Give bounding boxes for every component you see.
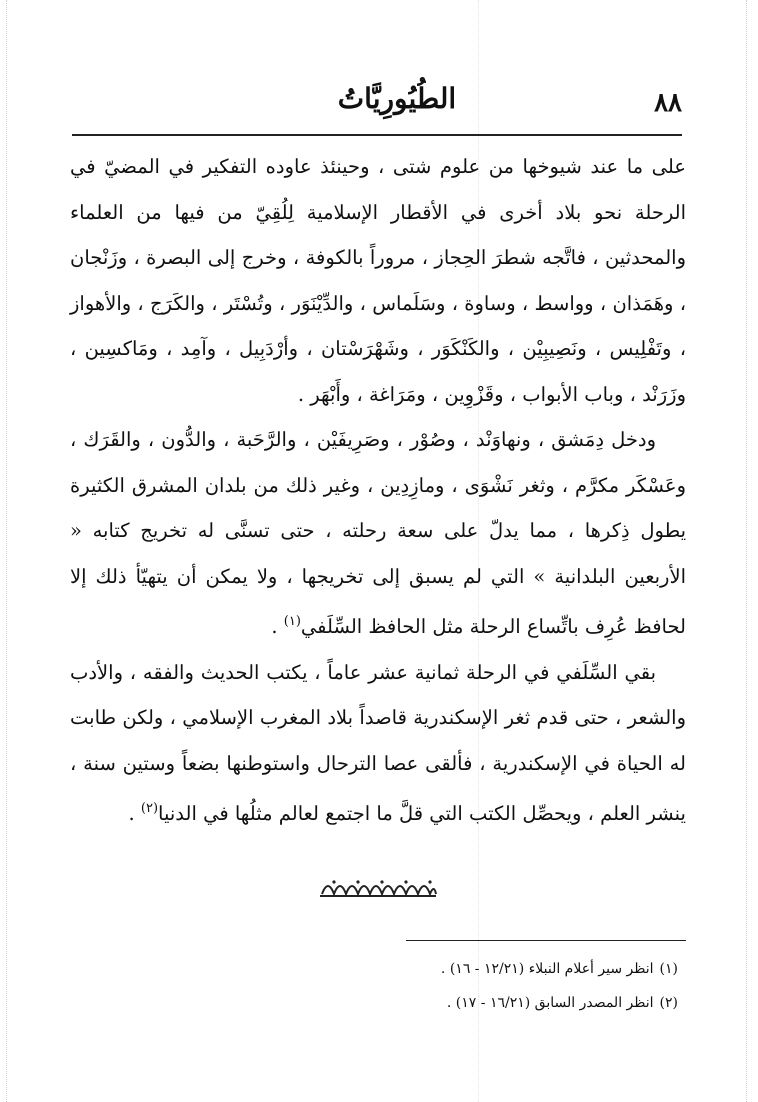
- scan-edge-right: [746, 0, 747, 1102]
- footnote-separator: [406, 940, 686, 941]
- paragraph-2-end: .: [271, 615, 284, 638]
- paragraph-3-end: .: [128, 802, 141, 825]
- footnote-1: [118, 952, 678, 986]
- footnote-text: انظر سير أعلام النبلاء (١٢/٢١ - ١٦) .: [440, 961, 654, 977]
- paragraph-2: [70, 417, 686, 650]
- footnote-number: (٢): [659, 995, 678, 1011]
- footnotes: [118, 952, 678, 1020]
- paragraph-3-text: بقي السِّلَفي في الرحلة ثمانية عشر عاماً ، يكتب الحديث والفقه ، والأدب والشعر ، حتى قدم ثغر الإسكندرية قاصداً بلاد المغرب الإسلامي ، ولكن طابت له الحياة في الإسكندرية ، فألقى عصا الترحال واستوطنها بضعاً وستين سنة ، ينشر العلم ، ويحصِّل الكتب التي قلَّ ما اجتمع لعالم مثلُها في الدنيا: [70, 660, 686, 825]
- page-header: [72, 78, 682, 136]
- paragraph-3: [70, 650, 686, 837]
- paragraph-2-text: ودخل دِمَشق ، ونهاوَنْد ، وصُوْر ، وصَرِيفَيْن ، والرَّحَبة ، والدُّون ، والقَرَك ، وعَسْكَر مكرَّم ، وثغر نَشْوَى ، ومازِدِين ، وغير ذلك من بلدان المشرق الكثيرة يطول ذِكرها ، مما يدلّ على سعة رحلته ، حتى تسنَّى له تخريج كتابه « الأربعين البلدانية » التي لم يسبق إلى تخريجها ، ولا يمكن أن يتهيّأ ذلك إلا لحافظ عُرِف باتِّساع الرحلة مثل الحافظ السِّلَفي: [70, 428, 686, 638]
- footnote-number: (١): [659, 961, 678, 977]
- footnote-ref-2: (٢): [140, 801, 159, 816]
- header-rule: [72, 134, 682, 136]
- running-title: الطُيُورِيَّاتُ: [337, 82, 457, 115]
- page-number: ٨٨: [654, 88, 682, 118]
- scan-edge-left: [6, 0, 7, 1102]
- main-text: [70, 144, 686, 837]
- footnote-2: [118, 986, 678, 1020]
- footnote-text: انظر المصدر السابق (١٦/٢١ - ١٧) .: [446, 995, 654, 1011]
- footnote-ref-1: (١): [283, 614, 301, 629]
- paragraph-1: على ما عند شيوخها من علوم شتى ، وحينئذ عاوده التفكير في المضيّ في الرحلة نحو بلاد أخرى في الأقطار الإسلامية لِلُقِيّ من فيها من العلماء والمحدثين ، فاتَّجه شطرَ الحِجاز ، مروراً بالكوفة ، وخرج إلى البصرة ، وزَنْجان ، وهَمَذان ، وواسط ، وساوة ، وسَلَماس ، والدِّيْنَوَر ، وتُسْتَر ، والكَرَج ، والأهواز ، وتَفْلِيس ، ونَصِيبِيْن ، والكَنْكَوَر ، وشَهْرَسْتان ، وأرْدَبِيل ، وآمِد ، ومَاكسِين ، وزَرَنْد ، وباب الأبواب ، وقَزْوِين ، ومَرَاغة ، وأَبْهَر .: [70, 155, 686, 406]
- section-divider-ornament: [318, 876, 438, 898]
